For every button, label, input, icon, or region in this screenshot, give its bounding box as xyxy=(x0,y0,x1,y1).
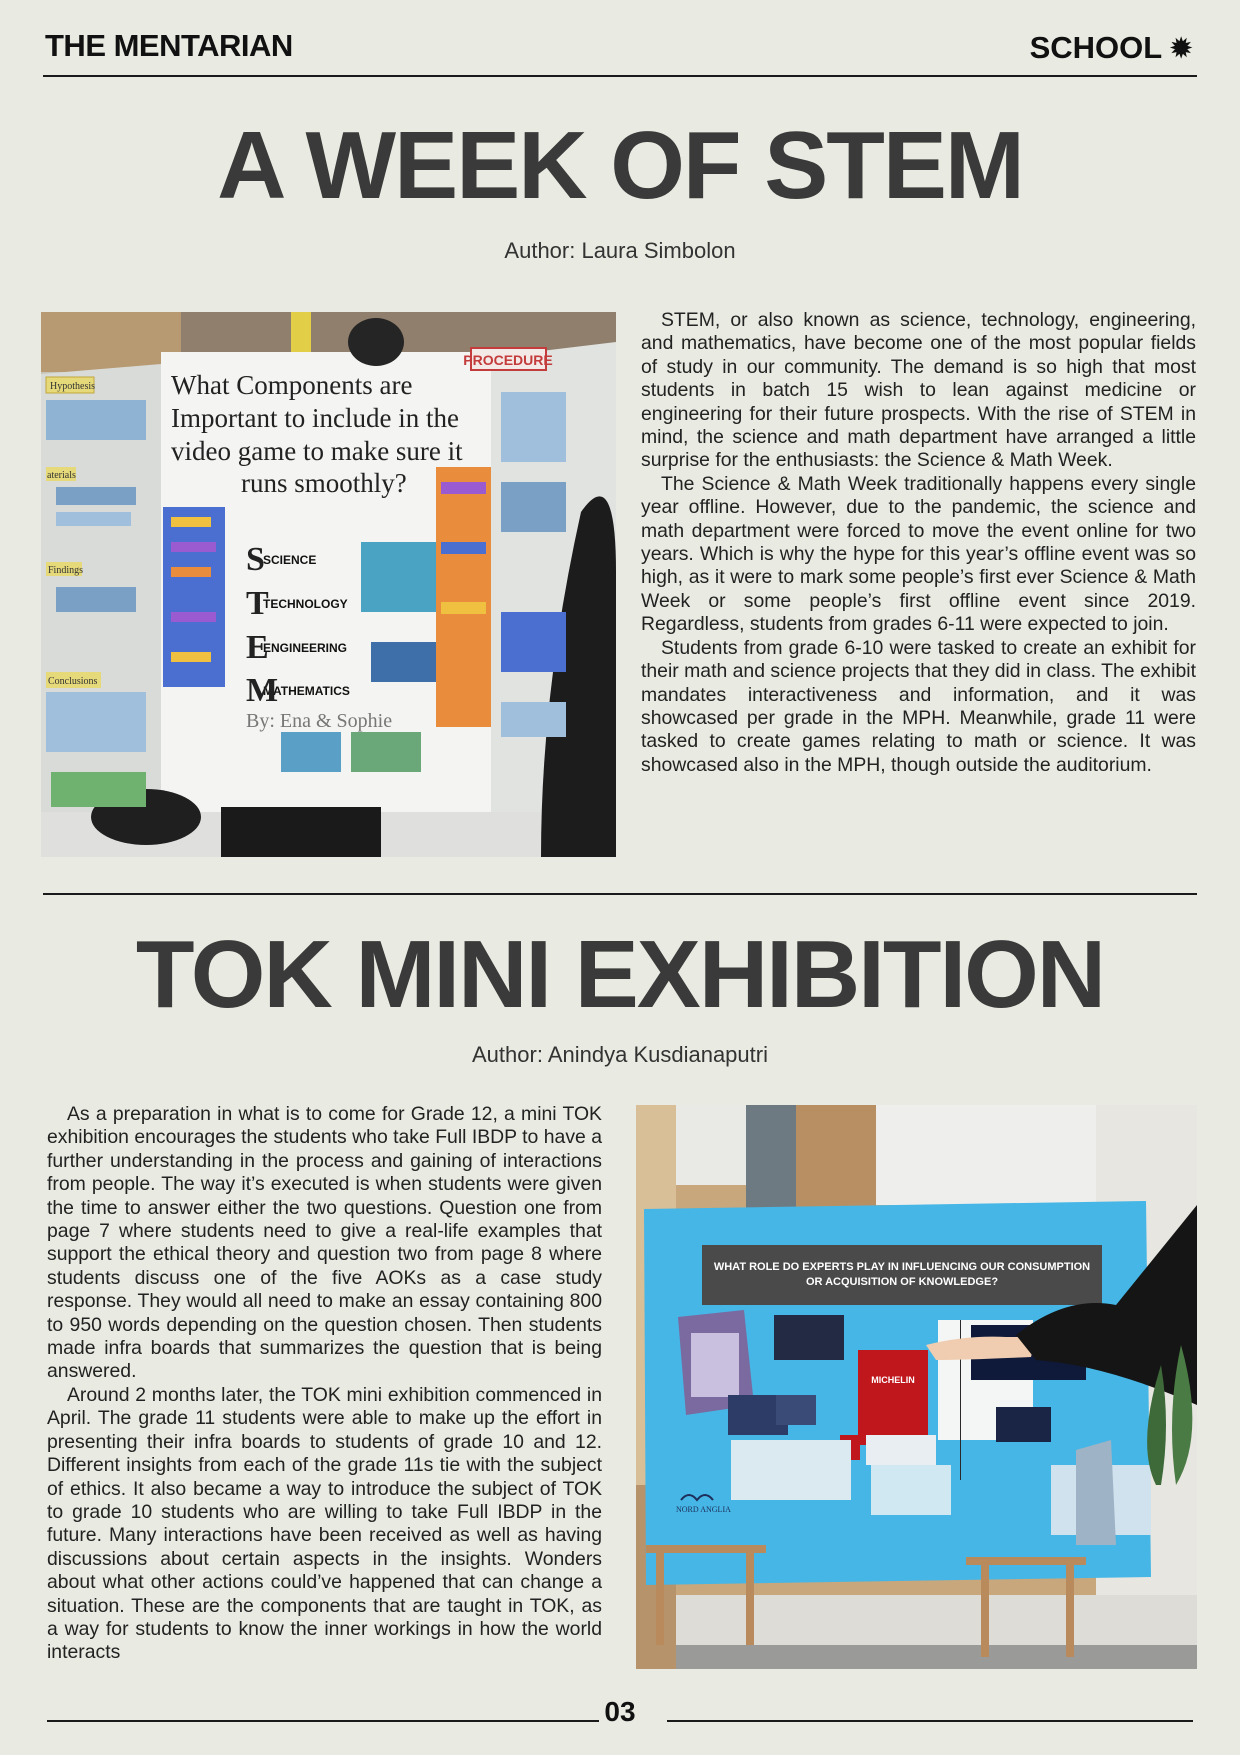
page-number: 03 xyxy=(604,1696,636,1727)
article-2-title: TOK MINI EXHIBITION xyxy=(135,921,1105,1028)
tok-board-title-line-2: OR ACQUISITION OF KNOWLEDGE? xyxy=(805,1276,999,1288)
article-1-paragraph: Students from grade 6-10 were tasked to create an exhibit for their math and science projects that they did in class. The exhibit mandates interactiveness and information, and it was showcased per grade in the MPH. Meanwhile, grade 11 were tasked to create games relating to math or science. It was showcased also in the MPH, though outside the auditorium. xyxy=(641,636,1196,776)
section-divider xyxy=(43,893,1197,895)
svg-text:T: T xyxy=(246,585,269,622)
michelin-book-label: MICHELIN xyxy=(871,1375,915,1385)
board-line-1: What Components are xyxy=(171,370,413,400)
tok-board-title-line-1: WHAT ROLE DO EXPERTS PLAY IN INFLUENCING OUR CONSUMPTION xyxy=(713,1261,1091,1273)
masthead: THE MENTARIAN xyxy=(45,28,293,63)
section-label xyxy=(1030,30,1192,66)
article-1-title: A WEEK OF STEM xyxy=(217,112,1023,219)
svg-text:E: E xyxy=(246,629,269,666)
tok-board-photo xyxy=(636,1105,1197,1669)
board-line-2: Important to include in the xyxy=(171,403,459,433)
stem-word-engineering: ENGINEERING xyxy=(263,641,348,655)
article-2-author: Author: Anindya Kusdianaputri xyxy=(472,1042,768,1067)
svg-text:S: S xyxy=(246,541,265,578)
article-1-author: Author: Laura Simbolon xyxy=(504,238,736,263)
stem-word-science: SCIENCE xyxy=(263,553,317,567)
board-line-3: video game to make sure it xyxy=(171,436,463,466)
sun-icon: ✹ xyxy=(1170,33,1192,63)
panel-label-conclusions: Conclusions xyxy=(48,676,98,687)
stem-board-photo xyxy=(41,312,616,857)
header-rule xyxy=(43,75,1197,77)
panel-label-findings: Findings xyxy=(48,565,84,576)
nord-anglia-logo: NORD ANGLIA xyxy=(676,1505,731,1514)
article-1-paragraph: STEM, or also known as science, technology, engineering, and mathematics, have become one of the most popular fields of study in our community. The demand is so high that most students in batch 15 wish to lean against medicine or engineering for their future prospects. With the rise of STEM in mind, the science and math department have arranged a little surprise for the enthusiasts: the Science & Math Week. xyxy=(641,309,1196,472)
article-1-paragraph: The Science & Math Week traditionally happens every single year offline. However, due to the pandemic, the science and math department were forced to move the event online for two years. Which is why the hype for this year’s offline event was so high, as it were to mark some people’s first ever Science & Math Week or some people’s first offline event since 2019. Regardless, students from grades 6-11 were expected to join. xyxy=(641,472,1196,636)
board-line-4: runs smoothly? xyxy=(241,468,407,498)
stem-byline: By: Ena & Sophie xyxy=(246,710,393,732)
stem-word-technology: TECHNOLOGY xyxy=(263,597,348,611)
svg-text:M: M xyxy=(246,672,279,709)
panel-label-hypothesis: Hypothesis xyxy=(50,381,95,392)
article-2-paragraph: Around 2 months later, the TOK mini exhibition commenced in April. The grade 11 students were able to make up the effort in presenting their infra boards to students of grade 10 and 12. Different insights from each of the grade 11s tie with the subject of ethics. It also became a way to introduce the subject of TOK to grade 10 students who are willing to take Full IBDP in the future. Many interactions have been received as well as having discussions about certain aspects in the insights. Wonders about what other actions could’ve happened that can change a situation. These are the components that are taught in TOK, as a way for students to know the inner workings in how the world interacts xyxy=(47,1383,602,1664)
procedure-tag: PROCEDURE xyxy=(463,352,553,368)
article-2-body xyxy=(47,1103,602,1665)
article-2-paragraph: As a preparation in what is to come for Grade 12, a mini TOK exhibition encourages the students who take Full IBDP to have a further understanding in the process and gaining of interactions from people. The way it’s executed is when students were given the time to answer either the two questions. Question one from page 7 where students need to give a real-life examples that support the ethical theory and question two from page 8 where students discuss one of the five AOKs as a case study response. They would all need to make an essay containing 800 to 950 words depending on the question chosen. Then students made infra boards that summarizes the question that is being answered. xyxy=(47,1103,602,1383)
article-1-body xyxy=(641,309,1196,777)
stem-word-mathematics: MATHEMATICS xyxy=(263,684,350,698)
panel-label-materials: aterials xyxy=(47,470,76,481)
section-name: SCHOOL xyxy=(1029,30,1163,65)
